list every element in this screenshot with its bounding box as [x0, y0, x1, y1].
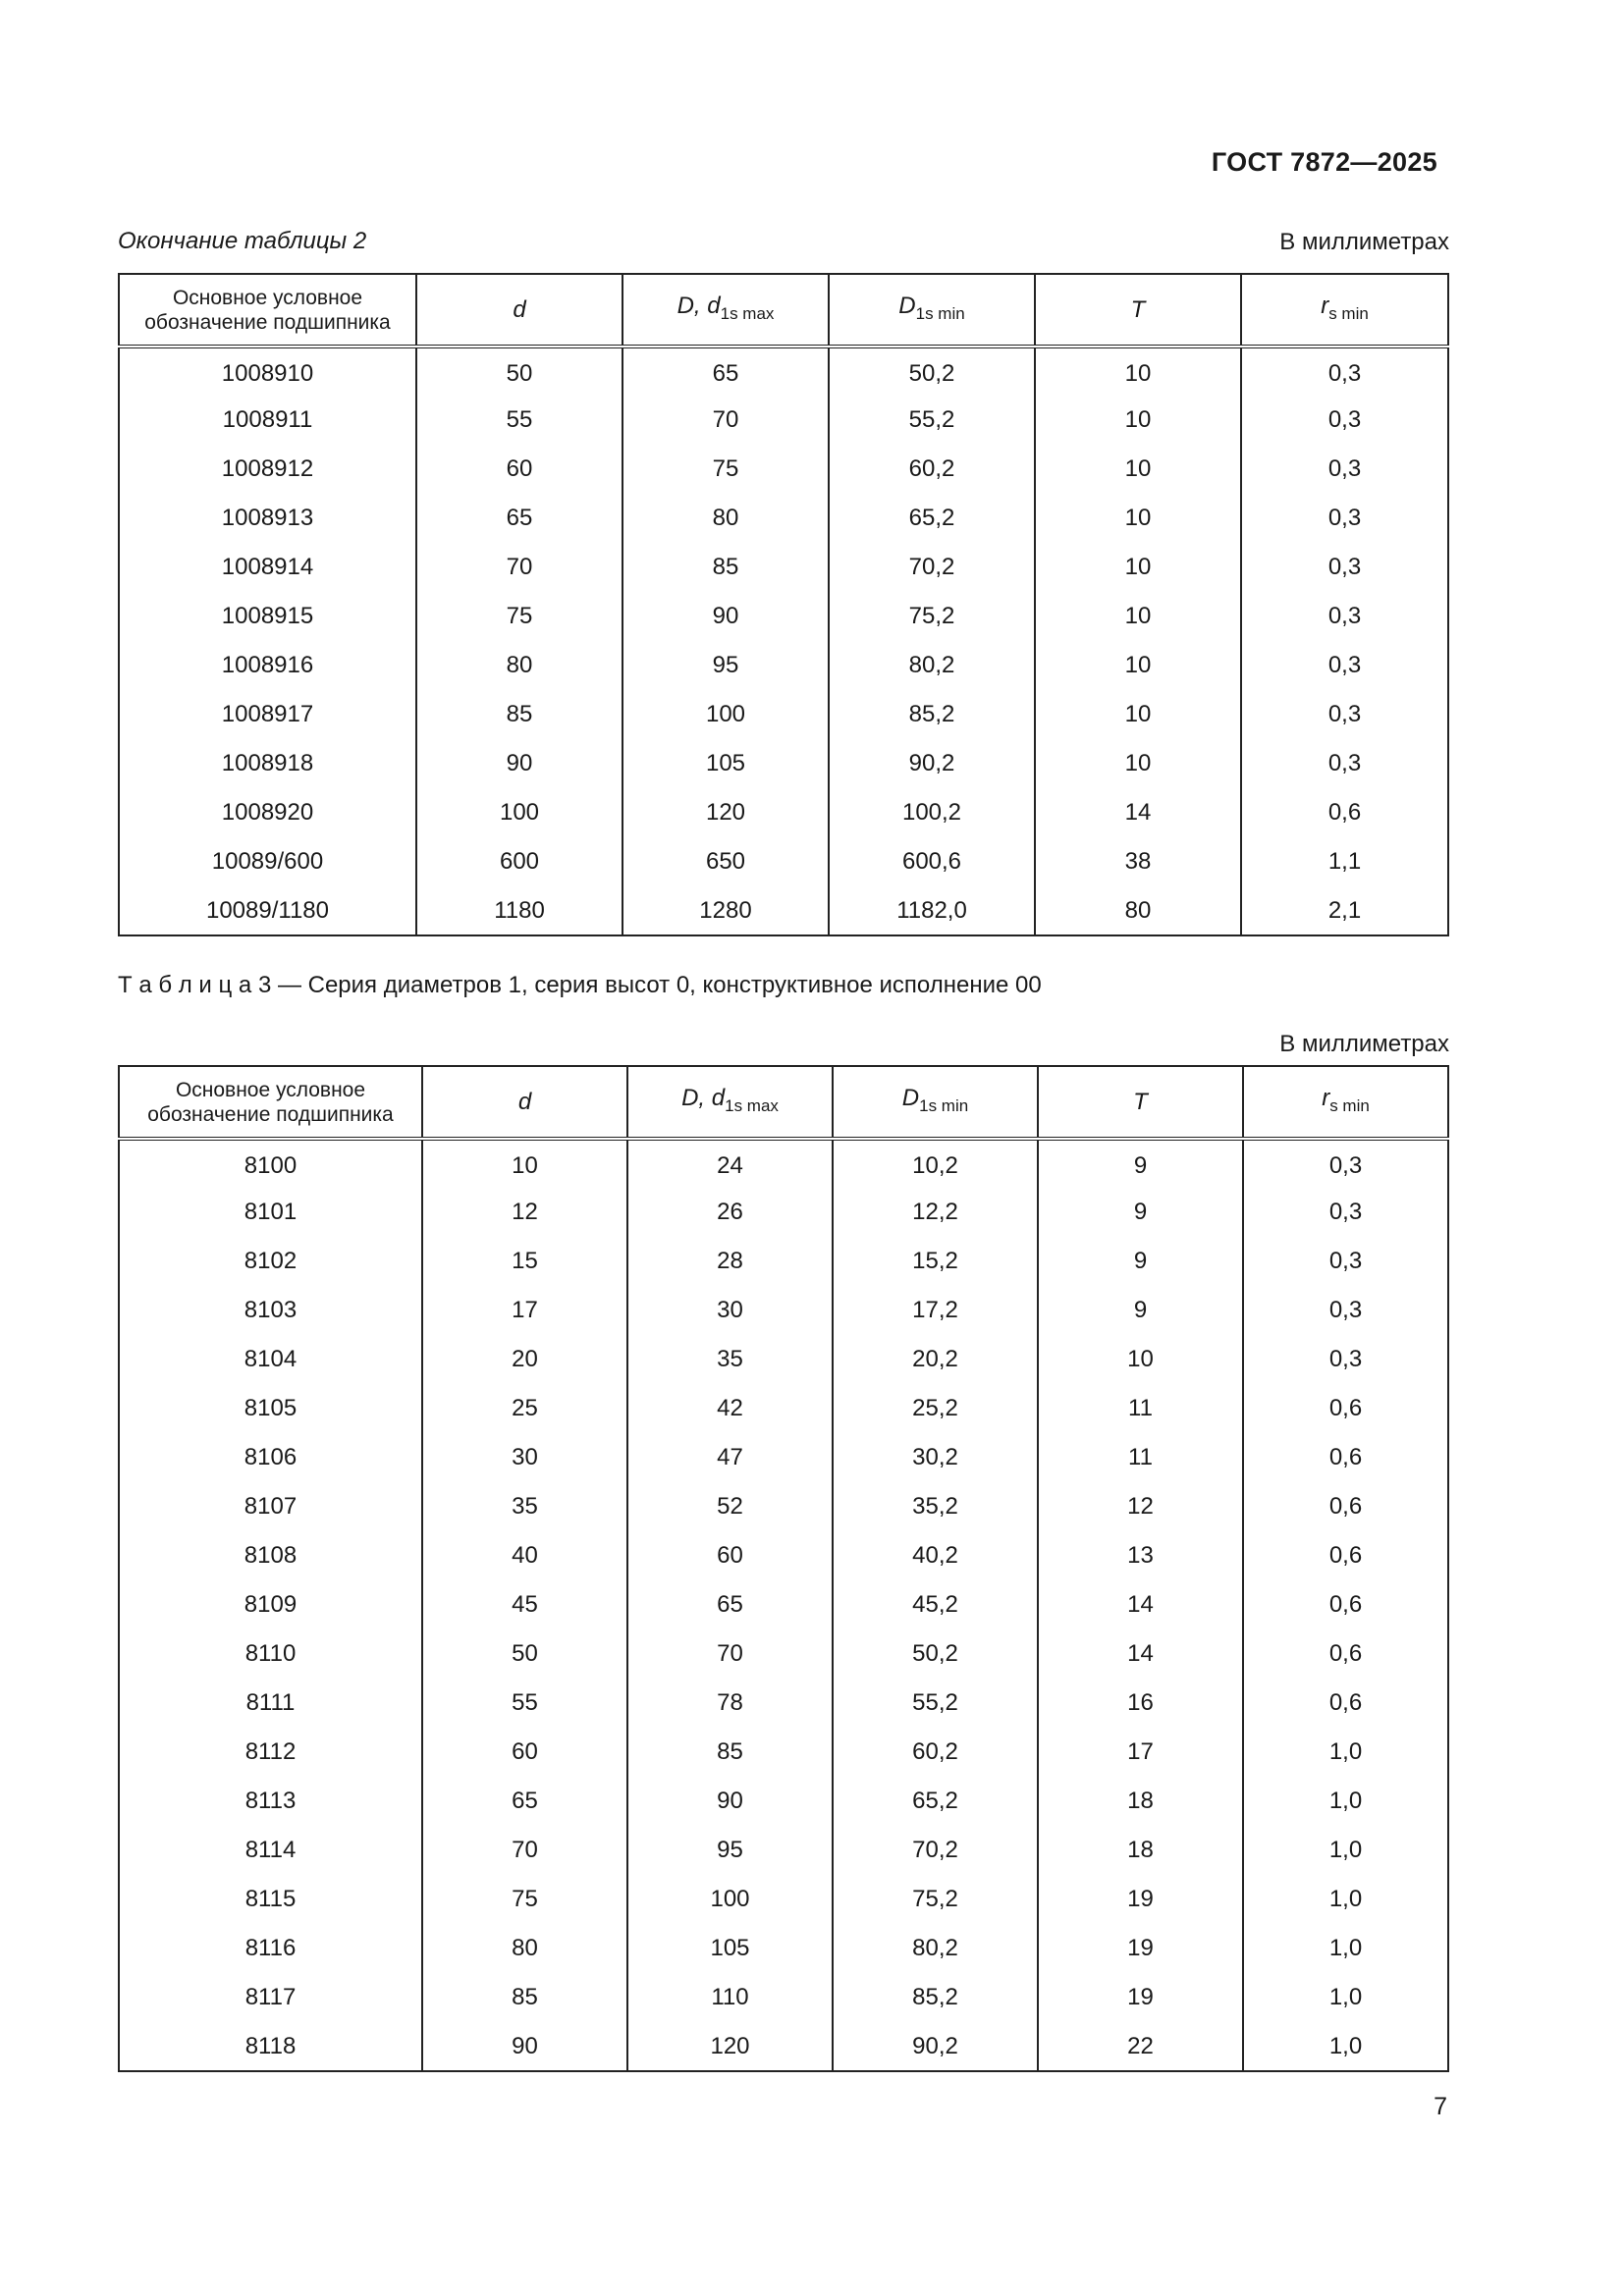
header-d: [416, 274, 623, 347]
cell-designation: 8112: [119, 1728, 422, 1777]
cell-d: 40: [422, 1531, 627, 1580]
cell-D-d1s-max: 1280: [623, 886, 829, 935]
table3: [118, 1065, 1449, 2072]
cell-T: 10: [1035, 641, 1241, 690]
cell-T: 19: [1038, 1924, 1243, 1973]
cell-D1s-min: 60,2: [829, 445, 1035, 494]
header-T-label: T: [1130, 295, 1146, 323]
cell-D1s-min: 70,2: [829, 543, 1035, 592]
cell-T: 14: [1035, 788, 1241, 837]
cell-T: 10: [1035, 690, 1241, 739]
header-D1s-min-sub: 1s min: [915, 303, 965, 323]
cell-rs-min: 0,3: [1241, 445, 1448, 494]
cell-rs-min: 1,0: [1243, 1973, 1448, 2022]
cell-d: 600: [416, 837, 623, 886]
cell-D1s-min: 45,2: [833, 1580, 1038, 1629]
cell-D-d1s-max: 105: [627, 1924, 833, 1973]
table-row: [119, 641, 1448, 690]
cell-D-d1s-max: 105: [623, 739, 829, 788]
header-designation: Основное условное обозначение подшипника: [119, 1066, 422, 1139]
table-row: [119, 1580, 1448, 1629]
cell-D1s-min: 65,2: [829, 494, 1035, 543]
cell-D1s-min: 25,2: [833, 1384, 1038, 1433]
document-code: ГОСТ 7872—2025: [1211, 147, 1437, 177]
cell-D1s-min: 85,2: [833, 1973, 1038, 2022]
cell-d: 12: [422, 1188, 627, 1237]
table3-body: [119, 1139, 1448, 2071]
cell-D1s-min: 75,2: [833, 1875, 1038, 1924]
table2-body: [119, 347, 1448, 935]
table-header-row: [119, 274, 1448, 347]
cell-designation: 8118: [119, 2022, 422, 2071]
cell-designation: 8115: [119, 1875, 422, 1924]
table-row: [119, 1384, 1448, 1433]
cell-d: 80: [422, 1924, 627, 1973]
cell-designation: 8106: [119, 1433, 422, 1482]
cell-D-d1s-max: 110: [627, 1973, 833, 2022]
cell-rs-min: 0,3: [1241, 396, 1448, 445]
cell-designation: 8117: [119, 1973, 422, 2022]
table-row: [119, 1924, 1448, 1973]
cell-D1s-min: 1182,0: [829, 886, 1035, 935]
cell-designation: 1008913: [119, 494, 416, 543]
cell-T: 17: [1038, 1728, 1243, 1777]
cell-designation: 8110: [119, 1629, 422, 1679]
cell-designation: 1008914: [119, 543, 416, 592]
cell-d: 85: [416, 690, 623, 739]
cell-D1s-min: 50,2: [829, 347, 1035, 396]
table-row: [119, 837, 1448, 886]
cell-T: 10: [1038, 1335, 1243, 1384]
cell-D1s-min: 15,2: [833, 1237, 1038, 1286]
cell-designation: 1008916: [119, 641, 416, 690]
cell-T: 10: [1035, 739, 1241, 788]
header-rs-min: [1241, 274, 1448, 347]
cell-D1s-min: 100,2: [829, 788, 1035, 837]
cell-D1s-min: 12,2: [833, 1188, 1038, 1237]
cell-T: 10: [1035, 592, 1241, 641]
table-row: [119, 1482, 1448, 1531]
table-row: [119, 347, 1448, 396]
table-row: [119, 1286, 1448, 1335]
cell-D1s-min: 40,2: [833, 1531, 1038, 1580]
cell-D1s-min: 55,2: [833, 1679, 1038, 1728]
cell-d: 55: [422, 1679, 627, 1728]
cell-rs-min: 0,6: [1243, 1482, 1448, 1531]
cell-D1s-min: 35,2: [833, 1482, 1038, 1531]
cell-D-d1s-max: 90: [627, 1777, 833, 1826]
header-D1s-min: [829, 274, 1035, 347]
cell-d: 10: [422, 1139, 627, 1188]
cell-designation: 8109: [119, 1580, 422, 1629]
header-D1s-min-sub: 1s min: [919, 1095, 969, 1115]
cell-d: 1180: [416, 886, 623, 935]
cell-D1s-min: 55,2: [829, 396, 1035, 445]
cell-d: 30: [422, 1433, 627, 1482]
cell-T: 18: [1038, 1777, 1243, 1826]
table-row: [119, 1237, 1448, 1286]
table-row: [119, 445, 1448, 494]
table3-caption: [118, 972, 1042, 999]
cell-rs-min: 0,6: [1243, 1384, 1448, 1433]
cell-D1s-min: 80,2: [829, 641, 1035, 690]
cell-designation: 1008911: [119, 396, 416, 445]
table-row: [119, 1875, 1448, 1924]
cell-rs-min: 1,0: [1243, 1924, 1448, 1973]
table3-caption-text: 3 — Серия диаметров 1, серия высот 0, конструктивное исполнение 00: [257, 972, 1042, 998]
header-T: [1038, 1066, 1243, 1139]
cell-designation: 1008920: [119, 788, 416, 837]
cell-designation: 10089/1180: [119, 886, 416, 935]
cell-rs-min: 0,3: [1243, 1237, 1448, 1286]
cell-D-d1s-max: 28: [627, 1237, 833, 1286]
cell-T: 16: [1038, 1679, 1243, 1728]
cell-D-d1s-max: 120: [623, 788, 829, 837]
cell-T: 10: [1035, 396, 1241, 445]
cell-d: 65: [422, 1777, 627, 1826]
header-D-d1s-max-sub: 1s max: [725, 1095, 779, 1115]
cell-D1s-min: 20,2: [833, 1335, 1038, 1384]
cell-designation: 8111: [119, 1679, 422, 1728]
cell-rs-min: 0,6: [1243, 1679, 1448, 1728]
cell-designation: 8101: [119, 1188, 422, 1237]
cell-d: 25: [422, 1384, 627, 1433]
cell-d: 60: [422, 1728, 627, 1777]
cell-designation: 8103: [119, 1286, 422, 1335]
cell-rs-min: 0,3: [1241, 641, 1448, 690]
table-row: [119, 2022, 1448, 2071]
cell-designation: 1008912: [119, 445, 416, 494]
cell-D-d1s-max: 42: [627, 1384, 833, 1433]
table-row: [119, 1826, 1448, 1875]
cell-D-d1s-max: 30: [627, 1286, 833, 1335]
cell-D-d1s-max: 47: [627, 1433, 833, 1482]
cell-T: 12: [1038, 1482, 1243, 1531]
header-d-label: d: [513, 295, 526, 323]
cell-rs-min: 0,3: [1241, 739, 1448, 788]
cell-designation: 1008910: [119, 347, 416, 396]
cell-D-d1s-max: 60: [627, 1531, 833, 1580]
cell-d: 70: [422, 1826, 627, 1875]
cell-d: 50: [416, 347, 623, 396]
header-rs-min-sub: s min: [1329, 1095, 1370, 1115]
cell-designation: 10089/600: [119, 837, 416, 886]
cell-D-d1s-max: 75: [623, 445, 829, 494]
cell-d: 80: [416, 641, 623, 690]
cell-rs-min: 0,6: [1243, 1629, 1448, 1679]
cell-T: 10: [1035, 347, 1241, 396]
cell-T: 19: [1038, 1973, 1243, 2022]
cell-D-d1s-max: 95: [623, 641, 829, 690]
cell-rs-min: 0,3: [1241, 494, 1448, 543]
cell-T: 9: [1038, 1139, 1243, 1188]
cell-D-d1s-max: 100: [627, 1875, 833, 1924]
cell-designation: 8105: [119, 1384, 422, 1433]
cell-D-d1s-max: 90: [623, 592, 829, 641]
cell-D1s-min: 70,2: [833, 1826, 1038, 1875]
header-T: [1035, 274, 1241, 347]
cell-T: 13: [1038, 1531, 1243, 1580]
cell-rs-min: 0,6: [1241, 788, 1448, 837]
cell-D-d1s-max: 120: [627, 2022, 833, 2071]
cell-D-d1s-max: 70: [623, 396, 829, 445]
cell-D-d1s-max: 65: [623, 347, 829, 396]
cell-rs-min: 0,3: [1243, 1335, 1448, 1384]
cell-rs-min: 0,3: [1241, 592, 1448, 641]
cell-rs-min: 1,0: [1243, 2022, 1448, 2071]
table-row: [119, 1973, 1448, 2022]
cell-d: 55: [416, 396, 623, 445]
cell-T: 9: [1038, 1188, 1243, 1237]
cell-D1s-min: 60,2: [833, 1728, 1038, 1777]
table-row: [119, 788, 1448, 837]
table-row: [119, 592, 1448, 641]
cell-designation: 8116: [119, 1924, 422, 1973]
cell-T: 11: [1038, 1384, 1243, 1433]
cell-d: 50: [422, 1629, 627, 1679]
table2-caption: Окончание таблицы 2: [118, 228, 367, 254]
table2-continuation: [118, 273, 1449, 936]
cell-rs-min: 0,3: [1241, 543, 1448, 592]
header-rs-min-main: r: [1321, 292, 1329, 319]
header-rs-min-sub: s min: [1328, 303, 1369, 323]
table-row: [119, 494, 1448, 543]
table-row: [119, 886, 1448, 935]
header-d-label: d: [517, 1088, 532, 1115]
cell-D-d1s-max: 26: [627, 1188, 833, 1237]
cell-D1s-min: 10,2: [833, 1139, 1038, 1188]
cell-D1s-min: 90,2: [833, 2022, 1038, 2071]
cell-d: 17: [422, 1286, 627, 1335]
cell-rs-min: 1,1: [1241, 837, 1448, 886]
cell-D1s-min: 90,2: [829, 739, 1035, 788]
cell-designation: 1008915: [119, 592, 416, 641]
cell-rs-min: 0,3: [1243, 1139, 1448, 1188]
cell-D-d1s-max: 35: [627, 1335, 833, 1384]
header-D1s-min: [833, 1066, 1038, 1139]
cell-rs-min: 0,6: [1243, 1433, 1448, 1482]
cell-D-d1s-max: 85: [623, 543, 829, 592]
cell-rs-min: 1,0: [1243, 1875, 1448, 1924]
cell-d: 60: [416, 445, 623, 494]
cell-T: 38: [1035, 837, 1241, 886]
header-D-d1s-max: [627, 1066, 833, 1139]
cell-designation: 8107: [119, 1482, 422, 1531]
cell-T: 9: [1038, 1286, 1243, 1335]
cell-designation: 8100: [119, 1139, 422, 1188]
cell-D-d1s-max: 80: [623, 494, 829, 543]
cell-D-d1s-max: 78: [627, 1679, 833, 1728]
cell-D1s-min: 75,2: [829, 592, 1035, 641]
table-row: [119, 1728, 1448, 1777]
cell-D-d1s-max: 650: [623, 837, 829, 886]
cell-designation: 8104: [119, 1335, 422, 1384]
table2-units: В миллиметрах: [1279, 229, 1449, 255]
cell-designation: 8108: [119, 1531, 422, 1580]
header-D1s-min-main: D: [898, 292, 916, 319]
header-D-d1s-max-main: D, d: [681, 1084, 726, 1111]
cell-rs-min: 0,6: [1243, 1580, 1448, 1629]
cell-rs-min: 0,3: [1243, 1188, 1448, 1237]
cell-D-d1s-max: 65: [627, 1580, 833, 1629]
table-row: [119, 1531, 1448, 1580]
header-rs-min-main: r: [1322, 1084, 1330, 1111]
header-T-label: T: [1133, 1088, 1148, 1115]
header-D-d1s-max-main: D, d: [677, 292, 721, 319]
cell-T: 14: [1038, 1580, 1243, 1629]
header-D1s-min-main: D: [901, 1084, 920, 1111]
table-row: [119, 1433, 1448, 1482]
table-row: [119, 1679, 1448, 1728]
cell-D1s-min: 30,2: [833, 1433, 1038, 1482]
cell-d: 90: [416, 739, 623, 788]
cell-rs-min: 1,0: [1243, 1777, 1448, 1826]
table3-caption-label: Т а б л и ц а: [118, 972, 252, 998]
cell-rs-min: 0,3: [1243, 1286, 1448, 1335]
cell-T: 10: [1035, 445, 1241, 494]
cell-d: 35: [422, 1482, 627, 1531]
cell-d: 75: [416, 592, 623, 641]
cell-d: 90: [422, 2022, 627, 2071]
cell-rs-min: 0,3: [1241, 690, 1448, 739]
cell-T: 10: [1035, 543, 1241, 592]
cell-d: 70: [416, 543, 623, 592]
cell-d: 65: [416, 494, 623, 543]
table-header-row: [119, 1066, 1448, 1139]
table-row: [119, 1629, 1448, 1679]
cell-d: 85: [422, 1973, 627, 2022]
cell-D-d1s-max: 52: [627, 1482, 833, 1531]
cell-rs-min: 1,0: [1243, 1728, 1448, 1777]
cell-designation: 8113: [119, 1777, 422, 1826]
table3-units: В миллиметрах: [1279, 1031, 1449, 1057]
cell-D-d1s-max: 85: [627, 1728, 833, 1777]
cell-D1s-min: 600,6: [829, 837, 1035, 886]
cell-D1s-min: 85,2: [829, 690, 1035, 739]
cell-D1s-min: 50,2: [833, 1629, 1038, 1679]
cell-D-d1s-max: 95: [627, 1826, 833, 1875]
cell-designation: 1008917: [119, 690, 416, 739]
cell-rs-min: 1,0: [1243, 1826, 1448, 1875]
cell-D1s-min: 65,2: [833, 1777, 1038, 1826]
cell-designation: 8114: [119, 1826, 422, 1875]
cell-d: 100: [416, 788, 623, 837]
cell-d: 15: [422, 1237, 627, 1286]
table-row: [119, 1335, 1448, 1384]
table-row: [119, 739, 1448, 788]
table-row: [119, 690, 1448, 739]
cell-T: 11: [1038, 1433, 1243, 1482]
cell-T: 9: [1038, 1237, 1243, 1286]
cell-D-d1s-max: 70: [627, 1629, 833, 1679]
cell-d: 45: [422, 1580, 627, 1629]
table-row: [119, 1777, 1448, 1826]
cell-T: 18: [1038, 1826, 1243, 1875]
table-row: [119, 1188, 1448, 1237]
cell-T: 22: [1038, 2022, 1243, 2071]
cell-D1s-min: 17,2: [833, 1286, 1038, 1335]
cell-D-d1s-max: 100: [623, 690, 829, 739]
cell-T: 19: [1038, 1875, 1243, 1924]
header-d: [422, 1066, 627, 1139]
cell-designation: 8102: [119, 1237, 422, 1286]
cell-designation: 1008918: [119, 739, 416, 788]
cell-D1s-min: 80,2: [833, 1924, 1038, 1973]
header-designation: Основное условное обозначение подшипника: [119, 274, 416, 347]
cell-D-d1s-max: 24: [627, 1139, 833, 1188]
header-rs-min: [1243, 1066, 1448, 1139]
cell-T: 10: [1035, 494, 1241, 543]
table-row: [119, 543, 1448, 592]
header-D-d1s-max: [623, 274, 829, 347]
cell-rs-min: 2,1: [1241, 886, 1448, 935]
cell-d: 75: [422, 1875, 627, 1924]
cell-rs-min: 0,6: [1243, 1531, 1448, 1580]
cell-T: 14: [1038, 1629, 1243, 1679]
cell-T: 80: [1035, 886, 1241, 935]
header-D-d1s-max-sub: 1s max: [720, 303, 775, 323]
table-row: [119, 396, 1448, 445]
cell-d: 20: [422, 1335, 627, 1384]
cell-rs-min: 0,3: [1241, 347, 1448, 396]
table-row: [119, 1139, 1448, 1188]
page-number: 7: [1434, 2093, 1447, 2120]
